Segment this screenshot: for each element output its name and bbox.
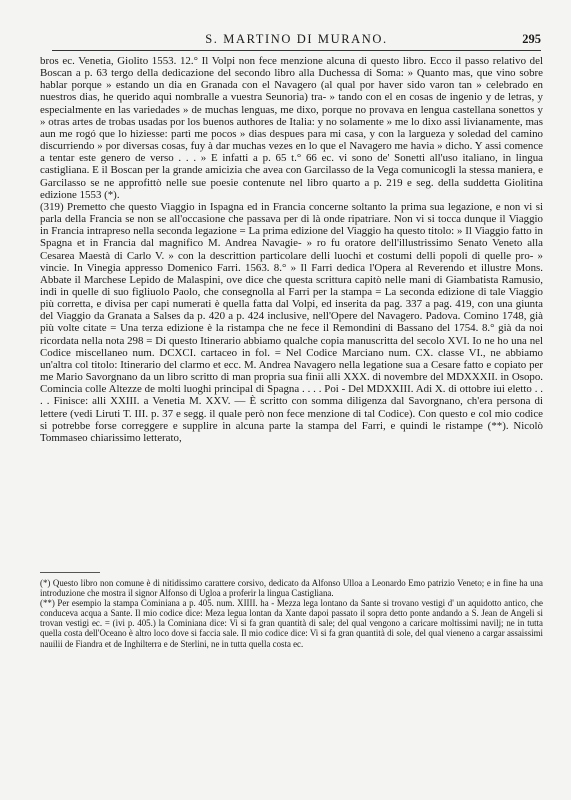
- page-header: [52, 32, 541, 51]
- running-head: S. MARTINO DI MURANO.: [205, 32, 388, 46]
- paragraph-note-319: (319) Premetto che questo Viaggio in Ispagna ed in Francia concerne soltanto la prima sua legazione, e non vi si parla della Francia se non se all'occasione che passava per di là onde ripatriare. Non vi si tocca dunque il Viaggio in Francia intrapreso nella seconda legazione = La prima edizione del Viaggio ha questo titolo: » Il Viaggio fatto in Spagna et in Francia dal magnifico M. Andrea Navagie- » ro fu oratore dell'illustrissimo Senato Veneto alla Cesarea Maestà di Carlo V. » con la descrittion particolare delli luochi et costumi delli popoli di quelle pro- » vincie. In Vinegia appresso Domenico Farri. 1563. 8.° » Il Farri dedica l'Opera al Reverendo et illustre Mons. Abbate il Marchese Lepido de Malaspini, ove dice che questa scrittura capitò nelle mani di Giambatista Ramusio, indi in quelle di suo figliuolo Paolo, che consegnolla al Farri per la stampa = La seconda edizione di tale Viaggio più corretta, e divisa per capi numerati è quella fatta dal Volpi, ed inserita da pag. 337 a pag. 419, con una giunta del Viaggio da Granata a Salses da p. 420 a p. 424 inclusive, nell'Opere del Navagero. Padova. Comino 1748, già più volte citate = Una terza edizione è la ristampa che ne fece il Remondini di Bassano del 1754. 8.° già da noi ricordata nella nota 298 = Di questo Itinerario abbiamo qualche copia manuscritta del secolo XVI. Io ne ho una nel Codice miscellaneo num. DCXCI. cartaceo in fol. = Nel Codice Marciano num. CX. classe VI., ne abbiamo un'altra col titolo: Itinerario del clarmo et ecc. M. Andrea Navagero nella legatione sua a Cesare fatto e copiato per me Mario Savorgnano da un libro scritto di man propria sua finii alli XXX. di novembre del MDXXXII. in Osopo. Comincia colle Altezze de molti luoghi principal di Spagna . . . . Poi - Del MDXXIII. Adi X. di ottobre iui eletto . . . . Finisce: alli XXIII. a Venetia M. XXV. — È scritto con somma diligenza dal Savorgnano, ch'era persona di lettere (vedi Liruti T. III. p. 37 e segg. il quale però non fece menzione di tal Codice). Con questo e col mio codice si potrebbe forse correggere e supplire in alcuna parte la stampa del Farri, e quindi le ristampe (**). Nicolò Tommaseo chiarissimo letterato,: [40, 200, 543, 444]
- footnotes: [40, 578, 543, 649]
- footnote-1: (*) Questo libro non comune è di nitidissimo carattere corsivo, dedicato da Alfonso Ulloa a Leonardo Emo patrizio Veneto; e in fine ha una introduzione che mostra il signor Alfonso di Ugloa a proferir la lingua Castigliana.: [40, 578, 543, 599]
- footnote-rule: [40, 572, 100, 573]
- page-number: 295: [522, 32, 541, 46]
- body-text: [40, 55, 543, 444]
- paragraph-continuation: bros ec. Venetia, Giolito 1553. 12.° Il Volpi non fece menzione alcuna di questo libro. Ecco il passo relativo del Boscan a p. 63 tergo della dedicazione del secondo libro alla Duchessa di Soma: » Quanto mas, que vino sobre hablar porque » estando un dia en Granada con el Navagero (al qual por haver sido varon tan » celebrado en nuestros dias, he querido aqui nombralle a vuestra Seunoria) tra- » tando con el en cosas de ingenio y de letras, y especialmente en las variedades » de muchas lenguas, me dixo, porque no provava en lengua castellana sonettos y » otras artes de trobas usadas por los buenos authores de Italia: y no solamente » me lo dixo assi livianamente, mas aun me rogó que lo hiziesse: partì me pocos » dias despues para mi casa, y con la largueza y soledad del camino discurriendo » por diversas cosas, fuy à dar muchas vezes en lo que el Navagero me havia » dicho. Y assi comence a tentar este genero de verso . . . » E infatti a p. 65 t.° 66 ec. vi sono de' Sonetti all'uso italiano, in lingua castigliana. E il Boscan per la grande amicizia che avea con Garcilasso de la Vega comunicogli la stessa maniera, e Garcilasso se ne approfittò nelle sue poesie contenute nel libro quarto a p. 219 e seg. della suddetta Giolitina edizione 1553 (*).: [40, 55, 543, 201]
- footnote-2: (**) Per esempio la stampa Cominiana a p. 405. num. XIIII. ha - Mezza lega lontano da Sante si trovano vestigi d' un aquidotto antico, che conduceva acqua a Sante. Il mio codice dice: Meza legua lontan da Xante dapoi passato il sopra detto ponte andando a S. Jean de Angeli si trovan vestigi ec. = (ivi p. 405.) la Cominiana dice: Vi si fa gran quantità di sale; del qual vengono a caricare moltissimi navilj; ne in tutta quella costa dell'Oceano è altro loco dove si faccia sale. Il mio codice dice: Vi si fa gran quantità di sole, del qual vieneno a cargar assaissimi nauilii de Fiandra et de Inghilterra e de Sterlini, ne in tutta quella costa ec.: [40, 598, 543, 649]
